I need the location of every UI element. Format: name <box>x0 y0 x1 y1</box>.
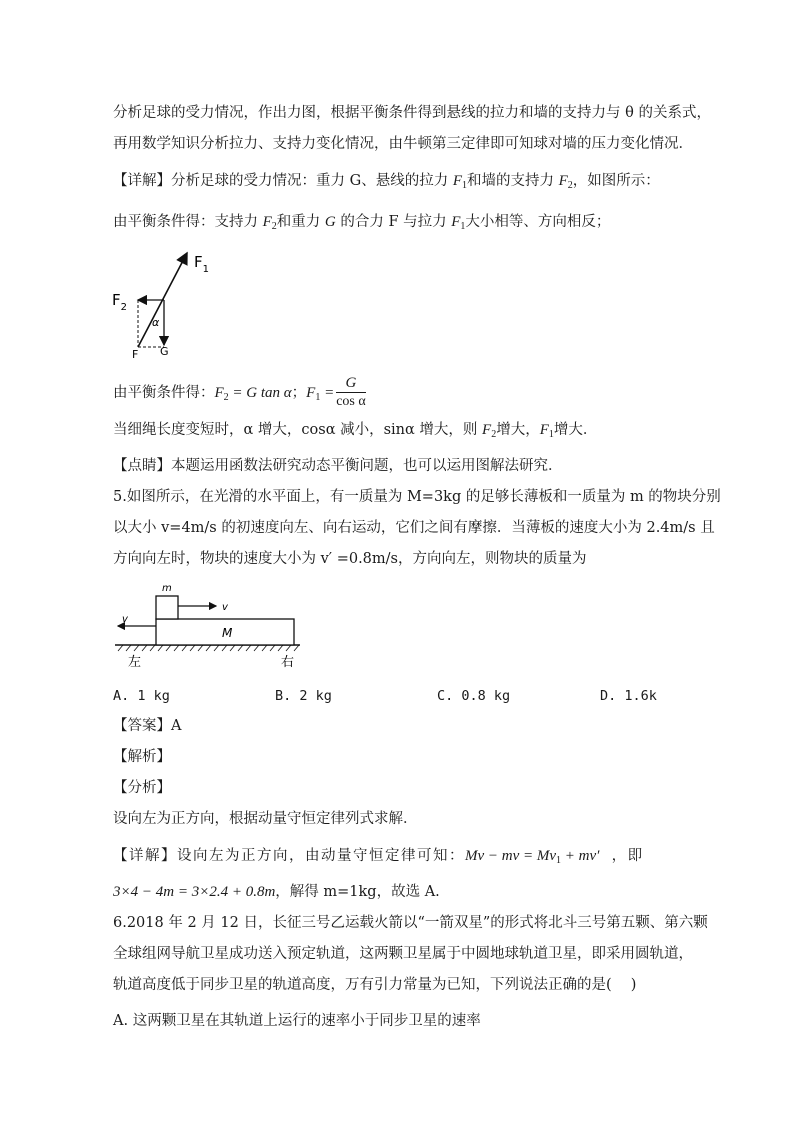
q6-line-1: 6.2018 年 2 月 12 日，长征三号乙运载火箭以“一箭双星”的形式将北斗三号第五颗、第六颗 <box>113 915 708 931</box>
label-left: 左 <box>128 655 142 670</box>
option-d[interactable]: D. 1.6k <box>600 688 657 704</box>
paragraph-comment: 【点睛】本题运用函数法研究动态平衡问题，也可以运用图解法研究． <box>113 458 563 474</box>
label-G: G <box>160 345 169 358</box>
ground-hatch <box>118 645 299 651</box>
q5-line-2: 以大小 v=4m/s 的初速度向左、向右运动，它们之间有摩擦．当薄板的速度大小为 2.4m/s 且 <box>113 520 715 536</box>
jiexi-heading: 【解析】 <box>113 749 171 765</box>
label-F2: $F_2$ <box>112 291 128 313</box>
q6-line-3: 轨道高度低于同步卫星的轨道高度，万有引力常量为已知，下列说法正确的是( ) <box>113 977 637 993</box>
label-v-right: v <box>222 602 228 613</box>
q5-line-1: 5.如图所示，在光滑的水平面上，有一质量为 M=3kg 的足够长薄板和一质量为 m 的物块分别 <box>113 489 721 505</box>
label-F: F <box>132 348 139 361</box>
paragraph-analysis-2: 再用数学知识分析拉力、支持力变化情况，由牛顿第三定律即可知球对墙的压力变化情况． <box>113 136 693 152</box>
paragraph-analysis-1: 分析足球的受力情况，作出力图，根据平衡条件得到悬线的拉力和墙的支持力与 θ 的关系式， <box>113 105 711 121</box>
paragraph-detail-forces: 【详解】分析足球的受力情况：重力 G、悬线的拉力 $F_1$和墙的支持力 $F_2$，如图所示： <box>113 173 660 191</box>
fenxi-heading: 【分析】 <box>113 780 171 796</box>
equations-line: 由平衡条件得：$F_2 = G$ tan α；$F_1$ = $\frac{G}{\text{cos α}}$ <box>113 375 366 409</box>
detail-tag: 【详解】 <box>113 173 171 189</box>
symbol-F1: $F_1$ <box>452 173 467 191</box>
q5-line-3: 方向向左时，物块的速度大小为 v′ =0.8m/s，方向向左，则物块的质量为 <box>113 551 587 567</box>
eq1: $F_2 = G$ tan α <box>214 385 292 403</box>
paragraph-change: 当细绳长度变短时，α 增大，cosα 减小，sinα 增大，则 $F_2$增大，$F_1$增大． <box>113 422 598 440</box>
force-diagram <box>108 245 228 365</box>
label-right: 右 <box>281 655 295 670</box>
option-b[interactable]: B. 2 kg <box>275 688 332 704</box>
board-block-diagram <box>110 582 310 672</box>
q5-eq2: 3×4 − 4m = 3×2.4 + 0.8m <box>113 884 276 900</box>
label-m: m <box>162 583 172 594</box>
option-a[interactable]: A. 1 kg <box>113 688 170 704</box>
answer-line: 【答案】A <box>113 718 182 734</box>
label-F1: $F_1$ <box>194 253 210 275</box>
label-M: M <box>222 626 233 640</box>
label-v-left: v <box>122 614 128 625</box>
q5-eq1: Mv − mv = $Mv_1 + mv'$ <box>465 848 600 866</box>
block-m <box>156 596 178 619</box>
eq2-lhs: $F_1$ = <box>306 385 335 403</box>
paragraph-equilibrium: 由平衡条件得：支持力 $F_2$和重力 G 的合力 F 与拉力 $F_1$大小相等、方向相反； <box>113 214 611 232</box>
q6-option-a[interactable]: A. 这两颗卫星在其轨道上运行的速率小于同步卫星的速率 <box>113 1013 481 1029</box>
symbol-F2: $F_2$ <box>558 173 573 191</box>
eq2-fraction: $\frac{G}{\text{cos α}}$ <box>336 375 366 409</box>
q6-line-2: 全球组网导航卫星成功送入预定轨道，这两颗卫星属于中圆地球轨道卫星，即采用圆轨道， <box>113 946 693 962</box>
q5-detail-line-2: 3×4 − 4m = 3×2.4 + 0.8m，解得 m=1kg，故选 A. <box>113 884 440 900</box>
label-alpha: α <box>152 316 160 329</box>
q5-analysis: 设向左为正方向，根据动量守恒定律列式求解． <box>113 811 418 827</box>
option-c[interactable]: C. 0.8 kg <box>437 688 511 704</box>
q5-detail-line-1: 【详解】设向左为正方向，由动量守恒定律可知：Mv − mv = $Mv_1 + mv'$ ，即 <box>113 848 644 866</box>
